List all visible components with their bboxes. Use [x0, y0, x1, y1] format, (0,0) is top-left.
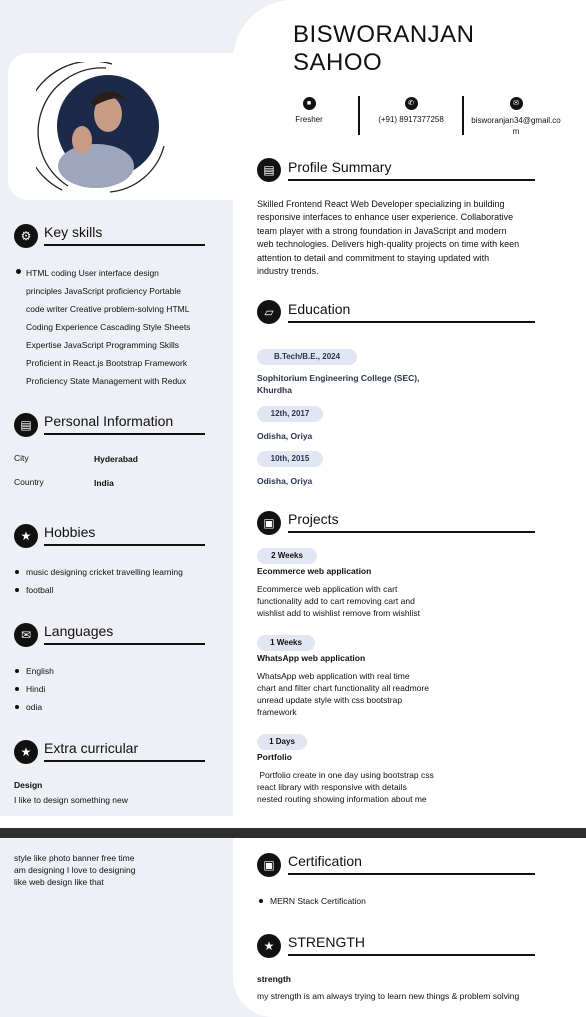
section-title-languages: Languages	[44, 623, 114, 639]
list-item: English	[14, 662, 214, 680]
resume-page-2	[0, 838, 586, 1017]
list-item: Hindi	[14, 680, 214, 698]
chat-icon: ✉	[14, 623, 38, 647]
first-name: BISWORANJAN	[293, 21, 475, 48]
education-icon: ▱	[257, 300, 281, 324]
education-place: Sophitorium Engineering College (SEC), Khurdha	[257, 373, 420, 395]
contact-email[interactable]: ✉ bisworanjan34@gmail.com	[470, 97, 562, 137]
languages-list	[14, 662, 214, 716]
bookmark-icon: ★	[14, 740, 38, 764]
project-duration-badge: 2 Weeks	[257, 548, 317, 564]
project-description: WhatsApp web application with real time chart and filter chart functionality all readmore unread update style with css bootstrap framework	[257, 671, 429, 717]
briefcase-icon: ■	[303, 97, 316, 110]
project-duration-badge: 1 Weeks	[257, 635, 315, 651]
document-icon: ▤	[257, 158, 281, 182]
education-place: Odisha, Oriya	[257, 431, 313, 441]
section-title-strength: STRENGTH	[288, 934, 365, 950]
profile-summary-text: Skilled Frontend React Web Developer specializing in building responsive interfaces to enhance user experience. Collaborative team player with a strong foundation in JavaScript and modern web technologies. Delivers high-quality projects on time with keen attention to detail and commitment to staying updated with industry trends.	[257, 199, 520, 277]
contact-phone[interactable]: ✆ (+91) 8917377258	[370, 97, 452, 124]
section-title-projects: Projects	[288, 511, 339, 527]
list-item: music designing cricket travelling learning	[14, 563, 229, 581]
email-icon: ✉	[510, 97, 523, 110]
certification-list	[258, 892, 508, 910]
project-description: Portfolio create in one day using bootstrap css react library with responsive with details nested routing showing information about me	[257, 770, 434, 804]
bookmark-icon: ★	[257, 934, 281, 958]
briefcase-icon: ▣	[257, 511, 281, 535]
strength-heading: strength	[257, 974, 291, 984]
certificate-icon: ▣	[257, 853, 281, 877]
project-description: Ecommerce web application with cart functionality add to cart removing cart and wishlist add to wishlist remove from wishlist	[257, 584, 420, 618]
section-title-extra-curricular: Extra curricular	[44, 740, 139, 756]
hobbies-list	[14, 563, 229, 599]
education-badge: 12th, 2017	[257, 406, 323, 422]
extra-curricular-text: I like to design something new	[14, 795, 128, 805]
section-title-personal-info: Personal Information	[44, 413, 174, 429]
education-badge: 10th, 2015	[257, 451, 323, 467]
extra-curricular-heading: Design	[14, 780, 43, 790]
contact-experience: ■ Fresher	[283, 97, 335, 124]
education-badge: B.Tech/B.E., 2024	[257, 349, 357, 365]
phone-icon: ✆	[405, 97, 418, 110]
info-value: Hyderabad	[94, 454, 138, 464]
bookmark-icon: ★	[14, 524, 38, 548]
list-item: odia	[14, 698, 214, 716]
education-place: Odisha, Oriya	[257, 476, 313, 486]
info-label: Country	[14, 477, 44, 487]
section-title-key-skills: Key skills	[44, 224, 103, 240]
project-name: Portfolio	[257, 752, 292, 762]
list-item: MERN Stack Certification	[258, 892, 508, 910]
info-label: City	[14, 453, 29, 463]
project-name: WhatsApp web application	[257, 653, 366, 663]
profile-photo	[36, 62, 176, 200]
section-title-education: Education	[288, 301, 351, 317]
strength-text: my strength is am always trying to learn new things & problem solving	[257, 991, 520, 1001]
project-name: Ecommerce web application	[257, 566, 372, 576]
list-item: football	[14, 581, 229, 599]
last-name: SAHOO	[293, 49, 383, 76]
wrench-icon: ⚙	[14, 224, 38, 248]
section-title-hobbies: Hobbies	[44, 524, 96, 540]
page-break	[0, 828, 586, 838]
section-title-profile: Profile Summary	[288, 159, 392, 175]
info-value: India	[94, 478, 114, 488]
extra-curricular-text-continued: style like photo banner free time am designing I love to designing like web design like that	[14, 853, 136, 887]
id-card-icon: ▤	[14, 413, 38, 437]
project-duration-badge: 1 Days	[257, 734, 307, 750]
key-skills-list: HTML coding User interface design principles JavaScript proficiency Portable code writer Creative problem-solving HTML Coding Experience Cascading Style Sheets Expertise JavaScript Programming Skills Proficient in React.js Bootstrap Framework Proficiency State Management with Redux	[26, 268, 191, 386]
section-title-certification: Certification	[288, 853, 362, 869]
